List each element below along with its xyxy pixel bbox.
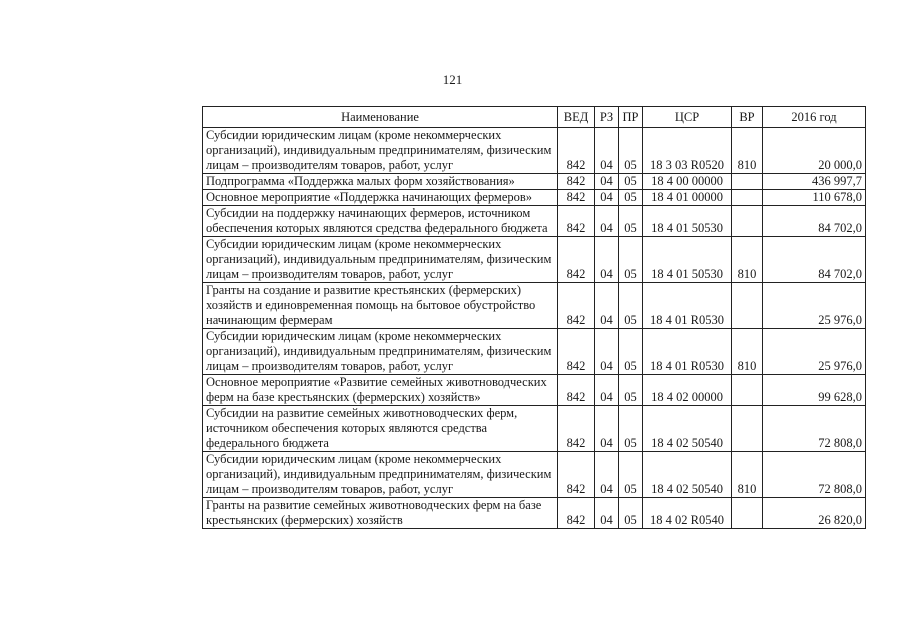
row-vr — [732, 498, 763, 529]
row-pr: 05 — [619, 206, 643, 237]
row-ved: 842 — [558, 128, 595, 174]
row-pr: 05 — [619, 375, 643, 406]
header-csr: ЦСР — [643, 107, 732, 128]
row-vr — [732, 206, 763, 237]
table-body — [203, 128, 866, 529]
row-csr: 18 4 00 00000 — [643, 174, 732, 190]
row-pr: 05 — [619, 174, 643, 190]
row-rz: 04 — [595, 375, 619, 406]
header-vr: ВР — [732, 107, 763, 128]
row-amount: 72 808,0 — [763, 406, 866, 452]
row-pr: 05 — [619, 329, 643, 375]
row-amount: 25 976,0 — [763, 329, 866, 375]
row-ved: 842 — [558, 283, 595, 329]
row-name: Субсидии юридическим лицам (кроме некоммерческих организаций), индивидуальным предпринимателям, физическим лицам – производителям товаров, работ, услуг — [203, 452, 558, 498]
table-row — [203, 406, 866, 452]
row-rz: 04 — [595, 190, 619, 206]
row-ved: 842 — [558, 452, 595, 498]
row-amount: 84 702,0 — [763, 237, 866, 283]
row-vr: 810 — [732, 452, 763, 498]
row-amount: 84 702,0 — [763, 206, 866, 237]
row-ved: 842 — [558, 206, 595, 237]
row-ved: 842 — [558, 237, 595, 283]
row-amount: 99 628,0 — [763, 375, 866, 406]
row-rz: 04 — [595, 498, 619, 529]
row-vr — [732, 283, 763, 329]
budget-table — [202, 106, 866, 529]
table-row — [203, 206, 866, 237]
header-amount: 2016 год — [763, 107, 866, 128]
row-vr — [732, 174, 763, 190]
row-csr: 18 4 02 50540 — [643, 452, 732, 498]
table-header-row — [203, 107, 866, 128]
row-name: Субсидии юридическим лицам (кроме некоммерческих организаций), индивидуальным предпринимателям, физическим лицам – производителям товаров, работ, услуг — [203, 329, 558, 375]
row-vr — [732, 406, 763, 452]
header-pr: ПР — [619, 107, 643, 128]
row-name: Субсидии на поддержку начинающих фермеров, источником обеспечения которых являются средства федерального бюджета — [203, 206, 558, 237]
table-row — [203, 283, 866, 329]
row-ved: 842 — [558, 375, 595, 406]
row-ved: 842 — [558, 174, 595, 190]
row-rz: 04 — [595, 406, 619, 452]
row-rz: 04 — [595, 128, 619, 174]
row-ved: 842 — [558, 329, 595, 375]
row-pr: 05 — [619, 237, 643, 283]
table-row — [203, 128, 866, 174]
table-row — [203, 174, 866, 190]
row-rz: 04 — [595, 174, 619, 190]
row-amount: 110 678,0 — [763, 190, 866, 206]
row-rz: 04 — [595, 452, 619, 498]
header-rz: РЗ — [595, 107, 619, 128]
row-csr: 18 3 03 R0520 — [643, 128, 732, 174]
row-amount: 25 976,0 — [763, 283, 866, 329]
row-vr: 810 — [732, 128, 763, 174]
table-row — [203, 237, 866, 283]
header-ved: ВЕД — [558, 107, 595, 128]
row-name: Гранты на создание и развитие крестьянских (фермерских) хозяйств и единовременная помощь на бытовое обустройство начинающим фермерам — [203, 283, 558, 329]
table-row — [203, 452, 866, 498]
table-row — [203, 375, 866, 406]
row-name: Субсидии на развитие семейных животноводческих ферм, источником обеспечения которых являются средства федерального бюджета — [203, 406, 558, 452]
row-pr: 05 — [619, 406, 643, 452]
row-ved: 842 — [558, 190, 595, 206]
row-rz: 04 — [595, 237, 619, 283]
row-ved: 842 — [558, 498, 595, 529]
row-vr: 810 — [732, 329, 763, 375]
row-pr: 05 — [619, 128, 643, 174]
row-amount: 20 000,0 — [763, 128, 866, 174]
row-vr: 810 — [732, 237, 763, 283]
row-ved: 842 — [558, 406, 595, 452]
row-name: Подпрограмма «Поддержка малых форм хозяйствования» — [203, 174, 558, 190]
table-row — [203, 329, 866, 375]
row-csr: 18 4 02 R0540 — [643, 498, 732, 529]
row-name: Субсидии юридическим лицам (кроме некоммерческих организаций), индивидуальным предпринимателям, физическим лицам – производителям товаров, работ, услуг — [203, 128, 558, 174]
row-pr: 05 — [619, 283, 643, 329]
row-csr: 18 4 02 50540 — [643, 406, 732, 452]
row-csr: 18 4 01 R0530 — [643, 329, 732, 375]
row-csr: 18 4 01 R0530 — [643, 283, 732, 329]
row-name: Основное мероприятие «Развитие семейных животноводческих ферм на базе крестьянских (фермерских) хозяйств» — [203, 375, 558, 406]
row-pr: 05 — [619, 190, 643, 206]
row-name: Гранты на развитие семейных животноводческих ферм на базе крестьянских (фермерских) хозяйств — [203, 498, 558, 529]
row-csr: 18 4 01 50530 — [643, 206, 732, 237]
row-vr — [732, 375, 763, 406]
row-vr — [732, 190, 763, 206]
table-row — [203, 498, 866, 529]
row-csr: 18 4 02 00000 — [643, 375, 732, 406]
row-name: Субсидии юридическим лицам (кроме некоммерческих организаций), индивидуальным предпринимателям, физическим лицам – производителям товаров, работ, услуг — [203, 237, 558, 283]
row-amount: 72 808,0 — [763, 452, 866, 498]
row-csr: 18 4 01 00000 — [643, 190, 732, 206]
page-number: 121 — [442, 72, 463, 87]
table-row — [203, 190, 866, 206]
row-amount: 436 997,7 — [763, 174, 866, 190]
row-pr: 05 — [619, 452, 643, 498]
row-rz: 04 — [595, 283, 619, 329]
row-amount: 26 820,0 — [763, 498, 866, 529]
row-pr: 05 — [619, 498, 643, 529]
row-name: Основное мероприятие «Поддержка начинающих фермеров» — [203, 190, 558, 206]
row-csr: 18 4 01 50530 — [643, 237, 732, 283]
row-rz: 04 — [595, 329, 619, 375]
row-rz: 04 — [595, 206, 619, 237]
header-name: Наименование — [203, 107, 558, 128]
